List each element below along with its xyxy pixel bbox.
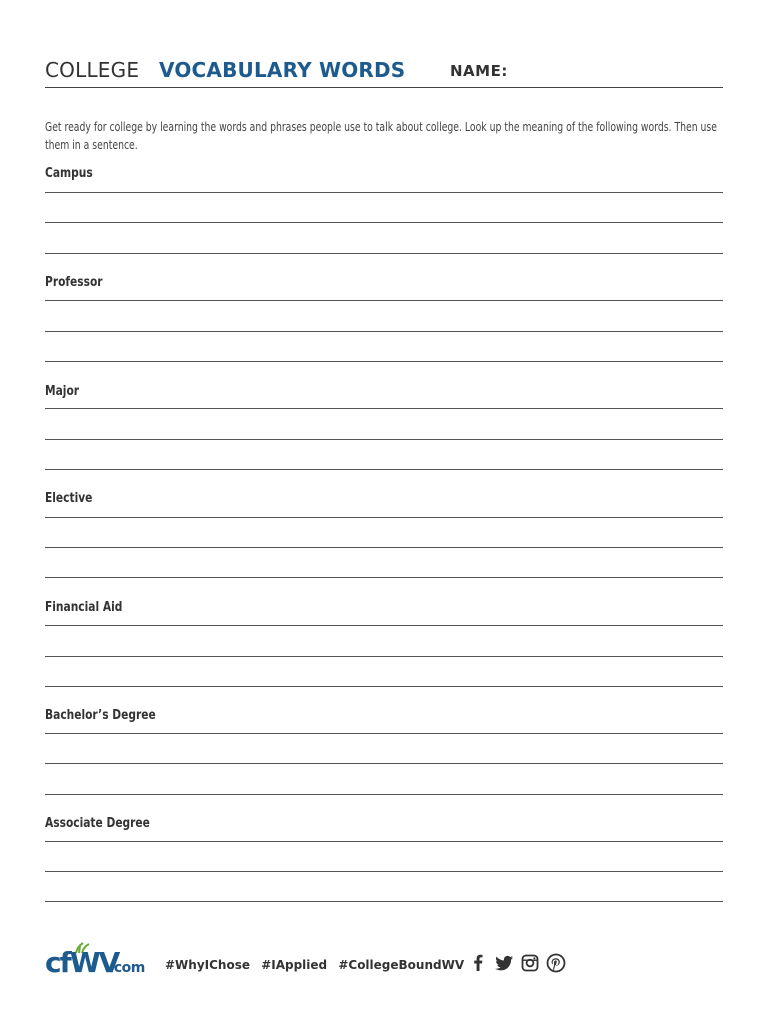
term-section-professor xyxy=(45,272,723,364)
hashtag: #IApplied xyxy=(261,958,328,972)
writing-line xyxy=(45,763,723,764)
term-label: Associate Degree xyxy=(45,816,150,831)
term-label: Professor xyxy=(45,275,103,290)
term-label: Campus xyxy=(45,166,93,181)
hashtag-list xyxy=(165,958,471,972)
term-section-bachelors-degree xyxy=(45,705,723,797)
facebook-icon[interactable] xyxy=(468,953,488,973)
term-label: Financial Aid xyxy=(45,600,123,615)
term-section-major xyxy=(45,381,723,473)
cfwv-logo xyxy=(45,946,155,982)
twitter-icon[interactable] xyxy=(494,953,514,973)
writing-line xyxy=(45,547,723,548)
logo-wordmark: cfWV xyxy=(45,946,119,979)
pinterest-icon[interactable] xyxy=(546,953,566,973)
writing-line xyxy=(45,577,723,578)
writing-line xyxy=(45,253,723,254)
writing-line xyxy=(45,331,723,332)
writing-line xyxy=(45,656,723,657)
term-section-campus xyxy=(45,163,723,255)
term-label: Bachelor’s Degree xyxy=(45,708,156,723)
writing-line xyxy=(45,222,723,223)
intro-paragraph: Get ready for college by learning the words and phrases people use to talk about college. Look up the meaning of the following words. Then use them in a sentence. xyxy=(45,120,717,152)
name-label: NAME: xyxy=(450,62,508,80)
hashtag: #CollegeBoundWV xyxy=(338,958,465,972)
writing-line xyxy=(45,300,723,301)
writing-line xyxy=(45,361,723,362)
writing-line xyxy=(45,841,723,842)
writing-line xyxy=(45,517,723,518)
footer xyxy=(45,940,735,982)
writing-line xyxy=(45,901,723,902)
term-label: Major xyxy=(45,384,80,399)
writing-line xyxy=(45,439,723,440)
term-section-elective xyxy=(45,488,723,580)
writing-line xyxy=(45,625,723,626)
title-college: COLLEGE xyxy=(45,58,140,82)
title-vocabulary-words: VOCABULARY WORDS xyxy=(159,58,406,82)
writing-line xyxy=(45,469,723,470)
instagram-icon[interactable] xyxy=(520,953,540,973)
writing-line xyxy=(45,733,723,734)
writing-line xyxy=(45,686,723,687)
writing-line xyxy=(45,192,723,193)
worksheet-header xyxy=(45,57,723,88)
social-icons xyxy=(468,952,566,974)
logo-suffix: .com xyxy=(109,960,145,976)
intro-text xyxy=(45,118,717,154)
writing-line xyxy=(45,871,723,872)
term-section-associate-degree xyxy=(45,813,723,905)
writing-line xyxy=(45,794,723,795)
term-label: Elective xyxy=(45,491,93,506)
writing-line xyxy=(45,408,723,409)
term-section-financial-aid xyxy=(45,597,723,689)
hashtag: #WhyIChose xyxy=(165,958,250,972)
